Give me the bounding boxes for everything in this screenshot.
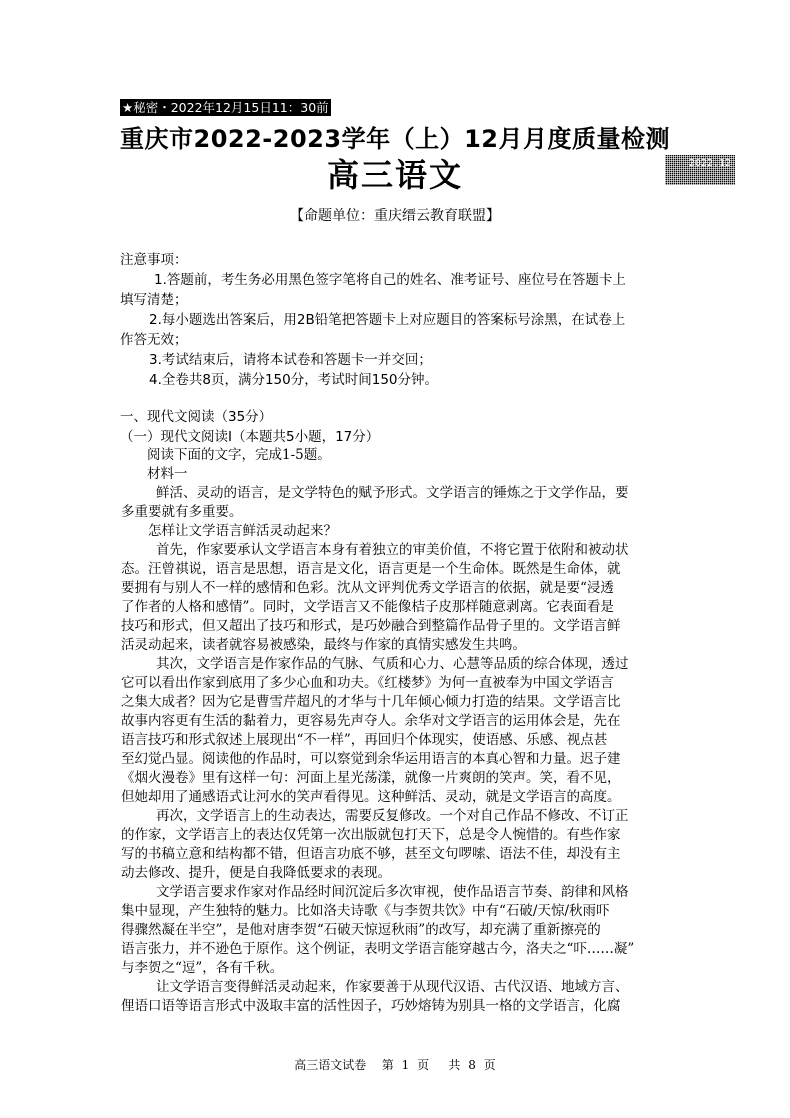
article-line: 的作家，文学语言上的表达仅凭第一次出版就包打天下，总是令人惋惜的。有些作家 bbox=[121, 827, 621, 843]
instruction: 阅读下面的文字，完成1-5题。 bbox=[147, 447, 331, 463]
material-label: 材料一 bbox=[147, 466, 188, 482]
article-line: 活灵动起来，读者就容易被感染，最终与作家的真情实感发生共鸣。 bbox=[121, 637, 526, 653]
notice-line: 作答无效； bbox=[120, 332, 188, 348]
article-line: 再次，文学语言上的生动表达，需要反复修改。一个对自己作品不修改、不订正 bbox=[156, 808, 629, 824]
qr-code-label: 2022.12 bbox=[688, 158, 731, 169]
qr-code bbox=[665, 155, 735, 185]
page-number: 1 bbox=[401, 1058, 410, 1072]
article-line: 动去修改、提升，便是自我降低要求的表现。 bbox=[121, 865, 391, 881]
notice-line: 1.答题前，考生务必用黑色签字笔将自己的姓名、准考证号、座位号在答题卡上 bbox=[154, 272, 626, 288]
article-line: 态。汪曾祺说，语言是思想，语言是文化，语言更是一个生命体。既然是生命体，就 bbox=[121, 561, 621, 577]
article-line: 要拥有与别人不一样的感情和色彩。沈从文评判优秀文学语言的依据，就是要“浸透 bbox=[121, 580, 614, 596]
article-line: 了作者的人格和感情”。同时，文学语言又不能像桔子皮那样随意剥离。它表面看是 bbox=[121, 599, 614, 615]
notice-line: 填写清楚； bbox=[120, 292, 188, 308]
exam-title: 重庆市2022-2023学年（上）12月月度质量检测 bbox=[120, 125, 670, 153]
article-line: 《烟火漫卷》里有这样一句：河面上星光荡漾，就像一片爽朗的笑声。笑，看不见， bbox=[121, 770, 621, 786]
article-line: 怎样让文学语言鲜活灵动起来？ bbox=[148, 523, 337, 539]
article-line: 其次，文学语言是作家作品的气脉、气质和心力、心慧等品质的综合体现，透过 bbox=[156, 656, 629, 672]
section-title: 一、现代文阅读（35分） bbox=[120, 409, 273, 425]
total-suffix: 页 bbox=[483, 1058, 496, 1072]
article-line: 与李贺之“逗”，各有千秋。 bbox=[121, 960, 284, 976]
article-line: 之集大成者？因为它是曹雪芹超凡的才华与十几年倾心倾力打造的结果。文学语言比 bbox=[121, 694, 621, 710]
article-line: 故事内容更有生活的黏着力，更容易先声夺人。余华对文学语言的运用体会是，先在 bbox=[121, 713, 621, 729]
author-unit: 【命题单位：重庆缙云教育联盟】 bbox=[290, 208, 500, 224]
article-line: 俚语口语等语言形式中汲取丰富的活性因子，巧妙熔铸为别具一格的文学语言，化腐 bbox=[121, 998, 621, 1014]
secret-tag: ★秘密・2022年12月15日11：30前 bbox=[122, 100, 329, 115]
page-footer bbox=[0, 1056, 790, 1073]
article-line: 得骤然凝在半空”，是他对唐李贺“石破天惊逗秋雨”的改写，却充满了重新擦亮的 bbox=[121, 922, 601, 938]
notice-line: 3.考试结束后，请将本试卷和答题卡一并交回； bbox=[149, 352, 432, 368]
notice-line: 2.每小题选出答案后，用2B铅笔把答题卡上对应题目的答案标号涂黑，在试卷上 bbox=[149, 312, 626, 328]
article-line: 写的书稿立意和结构都不错，但语言功底不够，甚至文句啰嗦、语法不佳，却没有主 bbox=[121, 846, 621, 862]
section-subtitle: （一）现代文阅读Ⅰ（本题共5小题，17分） bbox=[120, 429, 380, 445]
total-prefix: 共 bbox=[448, 1058, 461, 1072]
article-line: 但她却用了通感语式让河水的笑声看得见。这种鲜活、灵动，就是文学语言的高度。 bbox=[121, 789, 621, 805]
article-line: 技巧和形式，但又超出了技巧和形式，是巧妙融合到整篇作品骨子里的。文学语言鲜 bbox=[121, 618, 621, 634]
notice-heading: 注意事项： bbox=[120, 252, 188, 268]
article-line: 它可以看出作家到底用了多少心血和功夫。《红楼梦》为何一直被奉为中国文学语言 bbox=[121, 675, 614, 691]
article-line: 语言张力，并不逊色于原作。这个例证，表明文学语言能穿越古今，洛夫之“吓……凝” bbox=[121, 941, 635, 957]
article-line: 集中显现，产生独特的魅力。比如洛夫诗歌《与李贺共饮》中有“石破/天惊/秋雨吓 bbox=[121, 903, 610, 919]
notice-line: 4.全卷共8页，满分150分，考试时间150分钟。 bbox=[149, 372, 439, 388]
article-line: 至幻觉凸显。阅读他的作品时，可以察觉到余华运用语言的本真心智和力量。迟子建 bbox=[121, 751, 621, 767]
article-line: 多重要就有多重要。 bbox=[121, 504, 243, 520]
page-prefix: 第 bbox=[381, 1058, 394, 1072]
subject-title: 高三语文 bbox=[326, 156, 463, 194]
total-pages: 8 bbox=[468, 1058, 476, 1072]
article-line: 让文学语言变得鲜活灵动起来，作家要善于从现代汉语、古代汉语、地域方言、 bbox=[156, 979, 629, 995]
article-line: 语言技巧和形式叙述上展现出“不一样”，再回归个体现实，使语感、乐感、视点甚 bbox=[121, 732, 608, 748]
paper-name: 高三语文试卷 bbox=[294, 1058, 367, 1072]
page-suffix: 页 bbox=[417, 1058, 430, 1072]
article-line: 鲜活、灵动的语言，是文学特色的赋予形式。文学语言的锤炼之于文学作品，要 bbox=[156, 485, 629, 501]
article-line: 首先，作家要承认文学语言本身有着独立的审美价值，不将它置于依附和被动状 bbox=[156, 542, 629, 558]
article-line: 文学语言要求作家对作品经时间沉淀后多次审视，使作品语言节奏、韵律和风格 bbox=[156, 884, 629, 900]
